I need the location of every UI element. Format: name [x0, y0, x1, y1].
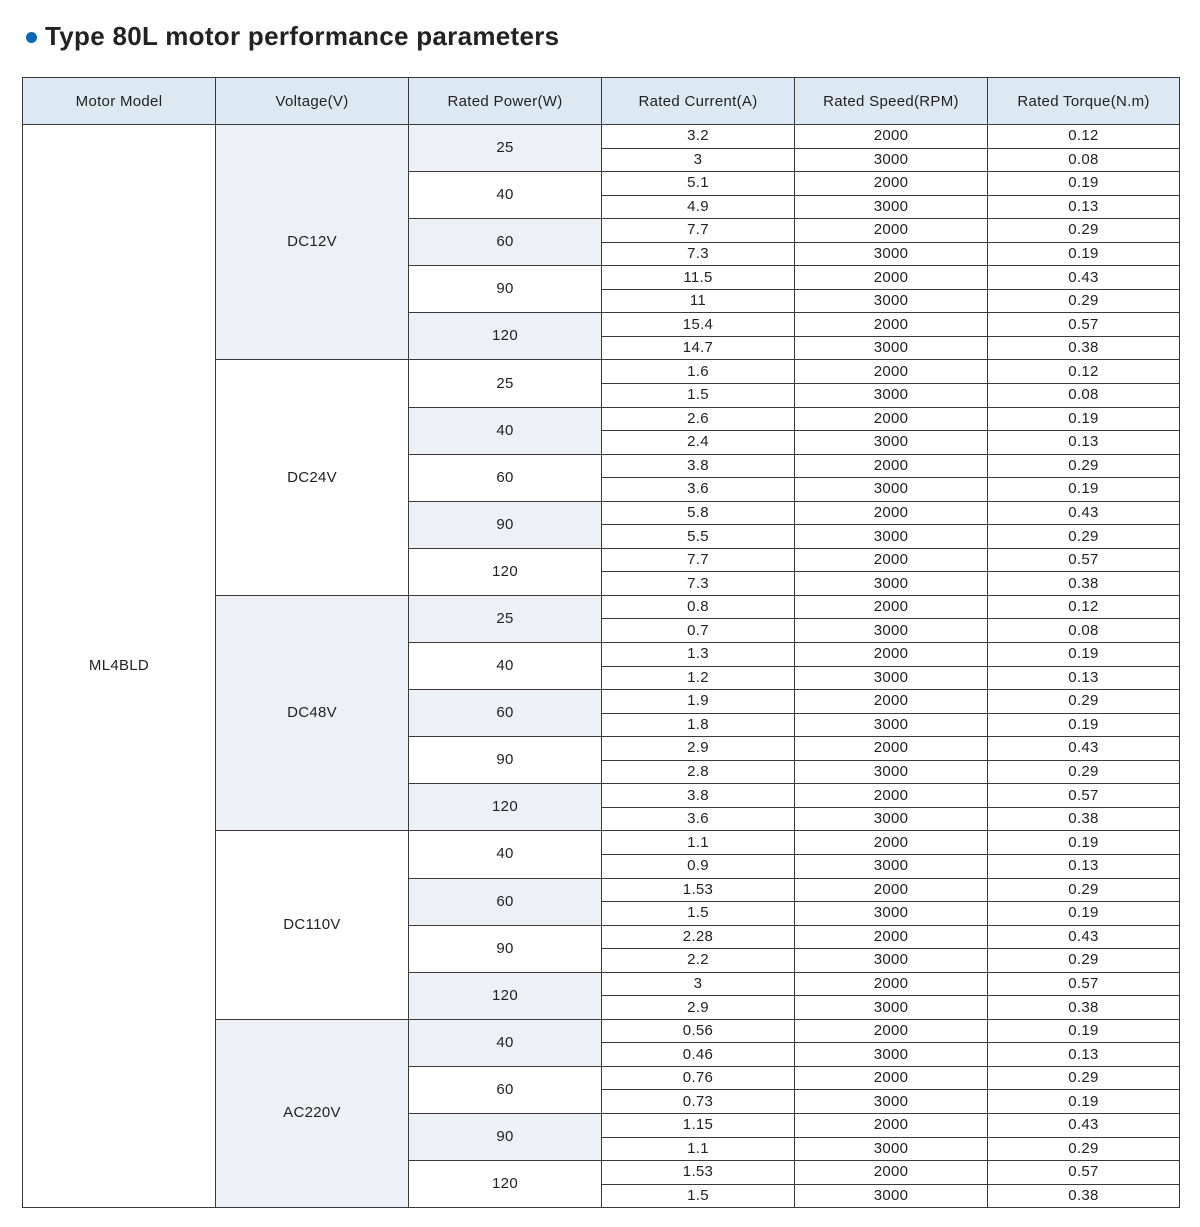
rated-speed-cell: 2000 [795, 878, 988, 902]
rated-torque-cell: 0.57 [988, 1161, 1180, 1185]
rated-power-cell: 120 [409, 784, 602, 831]
page-heading [26, 18, 559, 54]
rated-current-cell: 2.9 [602, 737, 795, 761]
rated-power-cell: 90 [409, 737, 602, 784]
rated-power-cell: 40 [409, 172, 602, 219]
page-title: Type 80L motor performance parameters [45, 20, 560, 51]
rated-torque-cell: 0.19 [988, 1019, 1180, 1043]
rated-power-cell: 90 [409, 266, 602, 313]
rated-speed-cell: 2000 [795, 501, 988, 525]
rated-speed-cell: 2000 [795, 172, 988, 196]
rated-speed-cell: 3000 [795, 148, 988, 172]
rated-torque-cell: 0.29 [988, 760, 1180, 784]
rated-current-cell: 11 [602, 289, 795, 313]
rated-speed-cell: 3000 [795, 1043, 988, 1067]
header-rated-current: Rated Current(A) [602, 78, 795, 125]
rated-speed-cell: 3000 [795, 478, 988, 502]
rated-current-cell: 0.9 [602, 854, 795, 878]
rated-current-cell: 0.76 [602, 1066, 795, 1090]
rated-current-cell: 0.8 [602, 595, 795, 619]
header-motor-model: Motor Model [23, 78, 216, 125]
rated-torque-cell: 0.13 [988, 854, 1180, 878]
rated-power-cell: 40 [409, 643, 602, 690]
rated-torque-cell: 0.12 [988, 360, 1180, 384]
rated-torque-cell: 0.29 [988, 878, 1180, 902]
rated-current-cell: 3 [602, 148, 795, 172]
rated-speed-cell: 2000 [795, 266, 988, 290]
rated-current-cell: 4.9 [602, 195, 795, 219]
rated-power-cell: 40 [409, 831, 602, 878]
rated-torque-cell: 0.38 [988, 336, 1180, 360]
rated-torque-cell: 0.29 [988, 949, 1180, 973]
rated-current-cell: 1.5 [602, 1184, 795, 1208]
rated-speed-cell: 2000 [795, 595, 988, 619]
rated-torque-cell: 0.19 [988, 902, 1180, 926]
header-rated-speed: Rated Speed(RPM) [795, 78, 988, 125]
rated-speed-cell: 2000 [795, 548, 988, 572]
rated-current-cell: 0.7 [602, 619, 795, 643]
rated-speed-cell: 2000 [795, 925, 988, 949]
header-rated-torque: Rated Torque(N.m) [988, 78, 1180, 125]
rated-torque-cell: 0.43 [988, 1113, 1180, 1137]
voltage-cell: DC110V [216, 831, 409, 1019]
rated-speed-cell: 3000 [795, 1137, 988, 1161]
rated-torque-cell: 0.43 [988, 501, 1180, 525]
header-voltage: Voltage(V) [216, 78, 409, 125]
rated-torque-cell: 0.43 [988, 925, 1180, 949]
rated-torque-cell: 0.19 [988, 1090, 1180, 1114]
rated-speed-cell: 3000 [795, 572, 988, 596]
rated-torque-cell: 0.29 [988, 219, 1180, 243]
rated-speed-cell: 2000 [795, 737, 988, 761]
rated-speed-cell: 3000 [795, 1184, 988, 1208]
rated-torque-cell: 0.29 [988, 454, 1180, 478]
rated-power-cell: 25 [409, 595, 602, 642]
rated-speed-cell: 3000 [795, 713, 988, 737]
rated-torque-cell: 0.19 [988, 643, 1180, 667]
rated-speed-cell: 3000 [795, 949, 988, 973]
rated-torque-cell: 0.13 [988, 666, 1180, 690]
rated-torque-cell: 0.08 [988, 384, 1180, 408]
rated-torque-cell: 0.57 [988, 972, 1180, 996]
rated-current-cell: 15.4 [602, 313, 795, 337]
rated-torque-cell: 0.29 [988, 1066, 1180, 1090]
voltage-cell: AC220V [216, 1019, 409, 1207]
voltage-cell: DC24V [216, 360, 409, 595]
performance-table [22, 77, 1180, 1208]
rated-speed-cell: 3000 [795, 195, 988, 219]
rated-power-cell: 25 [409, 360, 602, 407]
rated-torque-cell: 0.38 [988, 807, 1180, 831]
rated-current-cell: 7.7 [602, 219, 795, 243]
rated-speed-cell: 3000 [795, 996, 988, 1020]
rated-torque-cell: 0.29 [988, 525, 1180, 549]
rated-torque-cell: 0.19 [988, 831, 1180, 855]
rated-current-cell: 1.1 [602, 1137, 795, 1161]
rated-torque-cell: 0.08 [988, 619, 1180, 643]
rated-current-cell: 1.1 [602, 831, 795, 855]
rated-speed-cell: 3000 [795, 854, 988, 878]
rated-current-cell: 5.5 [602, 525, 795, 549]
motor-model-cell: ML4BLD [23, 125, 216, 1208]
rated-speed-cell: 3000 [795, 336, 988, 360]
table-body [23, 125, 1180, 1208]
rated-torque-cell: 0.29 [988, 289, 1180, 313]
rated-speed-cell: 2000 [795, 407, 988, 431]
rated-power-cell: 120 [409, 972, 602, 1019]
rated-power-cell: 60 [409, 690, 602, 737]
rated-power-cell: 90 [409, 501, 602, 548]
rated-speed-cell: 2000 [795, 219, 988, 243]
rated-current-cell: 7.3 [602, 242, 795, 266]
rated-current-cell: 3.8 [602, 454, 795, 478]
rated-current-cell: 2.4 [602, 431, 795, 455]
rated-current-cell: 1.3 [602, 643, 795, 667]
rated-current-cell: 1.5 [602, 902, 795, 926]
rated-current-cell: 7.3 [602, 572, 795, 596]
rated-speed-cell: 3000 [795, 666, 988, 690]
rated-current-cell: 1.53 [602, 878, 795, 902]
rated-current-cell: 1.53 [602, 1161, 795, 1185]
rated-speed-cell: 3000 [795, 289, 988, 313]
rated-torque-cell: 0.12 [988, 595, 1180, 619]
rated-current-cell: 2.2 [602, 949, 795, 973]
rated-torque-cell: 0.57 [988, 784, 1180, 808]
rated-speed-cell: 3000 [795, 384, 988, 408]
rated-current-cell: 3.8 [602, 784, 795, 808]
rated-speed-cell: 3000 [795, 902, 988, 926]
rated-speed-cell: 2000 [795, 1019, 988, 1043]
rated-power-cell: 60 [409, 219, 602, 266]
rated-current-cell: 11.5 [602, 266, 795, 290]
rated-speed-cell: 2000 [795, 972, 988, 996]
rated-torque-cell: 0.38 [988, 1184, 1180, 1208]
rated-power-cell: 120 [409, 548, 602, 595]
rated-speed-cell: 3000 [795, 619, 988, 643]
rated-current-cell: 3.6 [602, 478, 795, 502]
rated-torque-cell: 0.57 [988, 548, 1180, 572]
rated-torque-cell: 0.29 [988, 1137, 1180, 1161]
rated-speed-cell: 2000 [795, 454, 988, 478]
rated-speed-cell: 2000 [795, 643, 988, 667]
rated-speed-cell: 2000 [795, 360, 988, 384]
rated-speed-cell: 2000 [795, 1161, 988, 1185]
header-rated-power: Rated Power(W) [409, 78, 602, 125]
rated-torque-cell: 0.43 [988, 266, 1180, 290]
rated-torque-cell: 0.13 [988, 431, 1180, 455]
rated-torque-cell: 0.12 [988, 125, 1180, 149]
rated-speed-cell: 3000 [795, 760, 988, 784]
rated-torque-cell: 0.19 [988, 172, 1180, 196]
rated-power-cell: 90 [409, 1113, 602, 1160]
rated-power-cell: 40 [409, 1019, 602, 1066]
rated-torque-cell: 0.43 [988, 737, 1180, 761]
voltage-cell: DC12V [216, 125, 409, 360]
rated-speed-cell: 3000 [795, 431, 988, 455]
rated-current-cell: 1.8 [602, 713, 795, 737]
rated-torque-cell: 0.57 [988, 313, 1180, 337]
rated-speed-cell: 2000 [795, 1066, 988, 1090]
bullet-icon [26, 32, 37, 43]
table-row [23, 125, 1180, 149]
rated-torque-cell: 0.19 [988, 478, 1180, 502]
rated-speed-cell: 3000 [795, 242, 988, 266]
rated-current-cell: 3.2 [602, 125, 795, 149]
rated-power-cell: 120 [409, 1161, 602, 1208]
rated-torque-cell: 0.19 [988, 713, 1180, 737]
rated-current-cell: 3 [602, 972, 795, 996]
rated-current-cell: 2.28 [602, 925, 795, 949]
rated-power-cell: 60 [409, 878, 602, 925]
rated-power-cell: 40 [409, 407, 602, 454]
rated-current-cell: 3.6 [602, 807, 795, 831]
rated-power-cell: 25 [409, 125, 602, 172]
rated-current-cell: 1.9 [602, 690, 795, 714]
rated-torque-cell: 0.08 [988, 148, 1180, 172]
rated-torque-cell: 0.13 [988, 195, 1180, 219]
rated-torque-cell: 0.38 [988, 572, 1180, 596]
rated-current-cell: 0.56 [602, 1019, 795, 1043]
rated-torque-cell: 0.29 [988, 690, 1180, 714]
rated-speed-cell: 3000 [795, 1090, 988, 1114]
rated-current-cell: 5.1 [602, 172, 795, 196]
rated-current-cell: 1.2 [602, 666, 795, 690]
table-header-row [23, 78, 1180, 125]
rated-current-cell: 5.8 [602, 501, 795, 525]
rated-current-cell: 1.6 [602, 360, 795, 384]
rated-speed-cell: 2000 [795, 313, 988, 337]
rated-current-cell: 0.46 [602, 1043, 795, 1067]
rated-speed-cell: 2000 [795, 831, 988, 855]
rated-speed-cell: 3000 [795, 525, 988, 549]
rated-power-cell: 60 [409, 454, 602, 501]
rated-torque-cell: 0.19 [988, 242, 1180, 266]
rated-power-cell: 90 [409, 925, 602, 972]
rated-speed-cell: 2000 [795, 1113, 988, 1137]
rated-speed-cell: 2000 [795, 784, 988, 808]
rated-current-cell: 2.9 [602, 996, 795, 1020]
rated-power-cell: 120 [409, 313, 602, 360]
rated-torque-cell: 0.19 [988, 407, 1180, 431]
rated-current-cell: 7.7 [602, 548, 795, 572]
voltage-cell: DC48V [216, 595, 409, 830]
rated-torque-cell: 0.38 [988, 996, 1180, 1020]
rated-torque-cell: 0.13 [988, 1043, 1180, 1067]
rated-current-cell: 1.15 [602, 1113, 795, 1137]
rated-current-cell: 2.8 [602, 760, 795, 784]
rated-power-cell: 60 [409, 1066, 602, 1113]
rated-current-cell: 0.73 [602, 1090, 795, 1114]
rated-current-cell: 14.7 [602, 336, 795, 360]
rated-current-cell: 2.6 [602, 407, 795, 431]
rated-current-cell: 1.5 [602, 384, 795, 408]
rated-speed-cell: 2000 [795, 690, 988, 714]
rated-speed-cell: 3000 [795, 807, 988, 831]
rated-speed-cell: 2000 [795, 125, 988, 149]
